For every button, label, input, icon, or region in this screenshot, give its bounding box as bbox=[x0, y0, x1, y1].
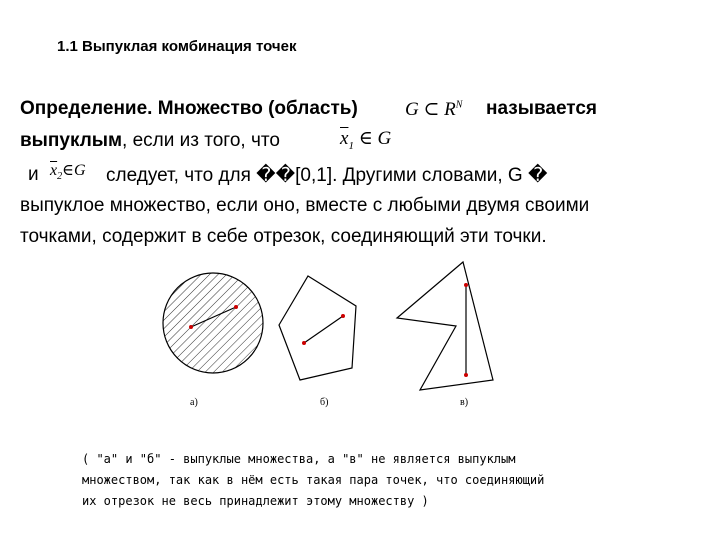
formula-x1-sub: 1 bbox=[348, 139, 354, 152]
nonconvex-point-2 bbox=[464, 373, 468, 377]
figure-label-b: б) bbox=[320, 397, 329, 408]
formula-x2-rel: ∈G bbox=[62, 162, 86, 179]
disk-point-1 bbox=[189, 325, 193, 329]
definition-line2-text: , если из того, что bbox=[122, 130, 280, 151]
formula-x1-var: $\overline{x}$ bbox=[340, 128, 349, 149]
pentagon-point-2 bbox=[341, 314, 345, 318]
figure-label-c: в) bbox=[460, 397, 469, 408]
pentagon-point-1 bbox=[302, 341, 306, 345]
pentagon-segment bbox=[304, 316, 343, 343]
disk-point-2 bbox=[234, 305, 238, 309]
pentagon-shape bbox=[279, 276, 356, 380]
page-heading: 1.1 Выпуклая комбинация точек bbox=[57, 38, 297, 55]
nonconvex-shape bbox=[397, 262, 493, 390]
figure-b-pentagon bbox=[279, 276, 356, 380]
definition-line3-text: следует, что для ��[0,1]. Другими словами, G � bbox=[106, 165, 548, 186]
figure-a-disk bbox=[163, 273, 263, 373]
formula-set-sup: N bbox=[455, 99, 463, 111]
note-line1: ( "а" и "б" - выпуклые множества, а "в" не является выпуклым bbox=[82, 452, 516, 466]
note-line2: множеством, так как в нём есть такая пара точек, что соединяющий bbox=[82, 473, 545, 487]
formula-x1-rel: ∈ G bbox=[358, 128, 392, 149]
definition-line3-and: и bbox=[28, 164, 39, 185]
formula-set-text: G ⊂ R bbox=[405, 99, 456, 120]
figure-label-a: а) bbox=[190, 397, 198, 408]
nonconvex-point-1 bbox=[464, 283, 468, 287]
disk-shape bbox=[163, 273, 263, 373]
definition-line1-prefix: Определение. Множество (область) bbox=[20, 98, 358, 119]
formula-x2-sub: 2 bbox=[57, 171, 63, 183]
note-line3: их отрезок не весь принадлежит этому множеству ) bbox=[82, 494, 429, 508]
definition-line1-suffix: называется bbox=[486, 98, 597, 119]
term-convex: выпуклым bbox=[20, 130, 123, 151]
figure-c-nonconvex bbox=[397, 262, 493, 390]
definition-line4: выпуклое множество, если оно, вместе с любыми двумя своими bbox=[20, 195, 590, 216]
definition-line5: точками, содержит в себе отрезок, соединяющий эти точки. bbox=[20, 226, 547, 247]
formula-x2-var: $\overline{x}$ bbox=[50, 162, 58, 179]
